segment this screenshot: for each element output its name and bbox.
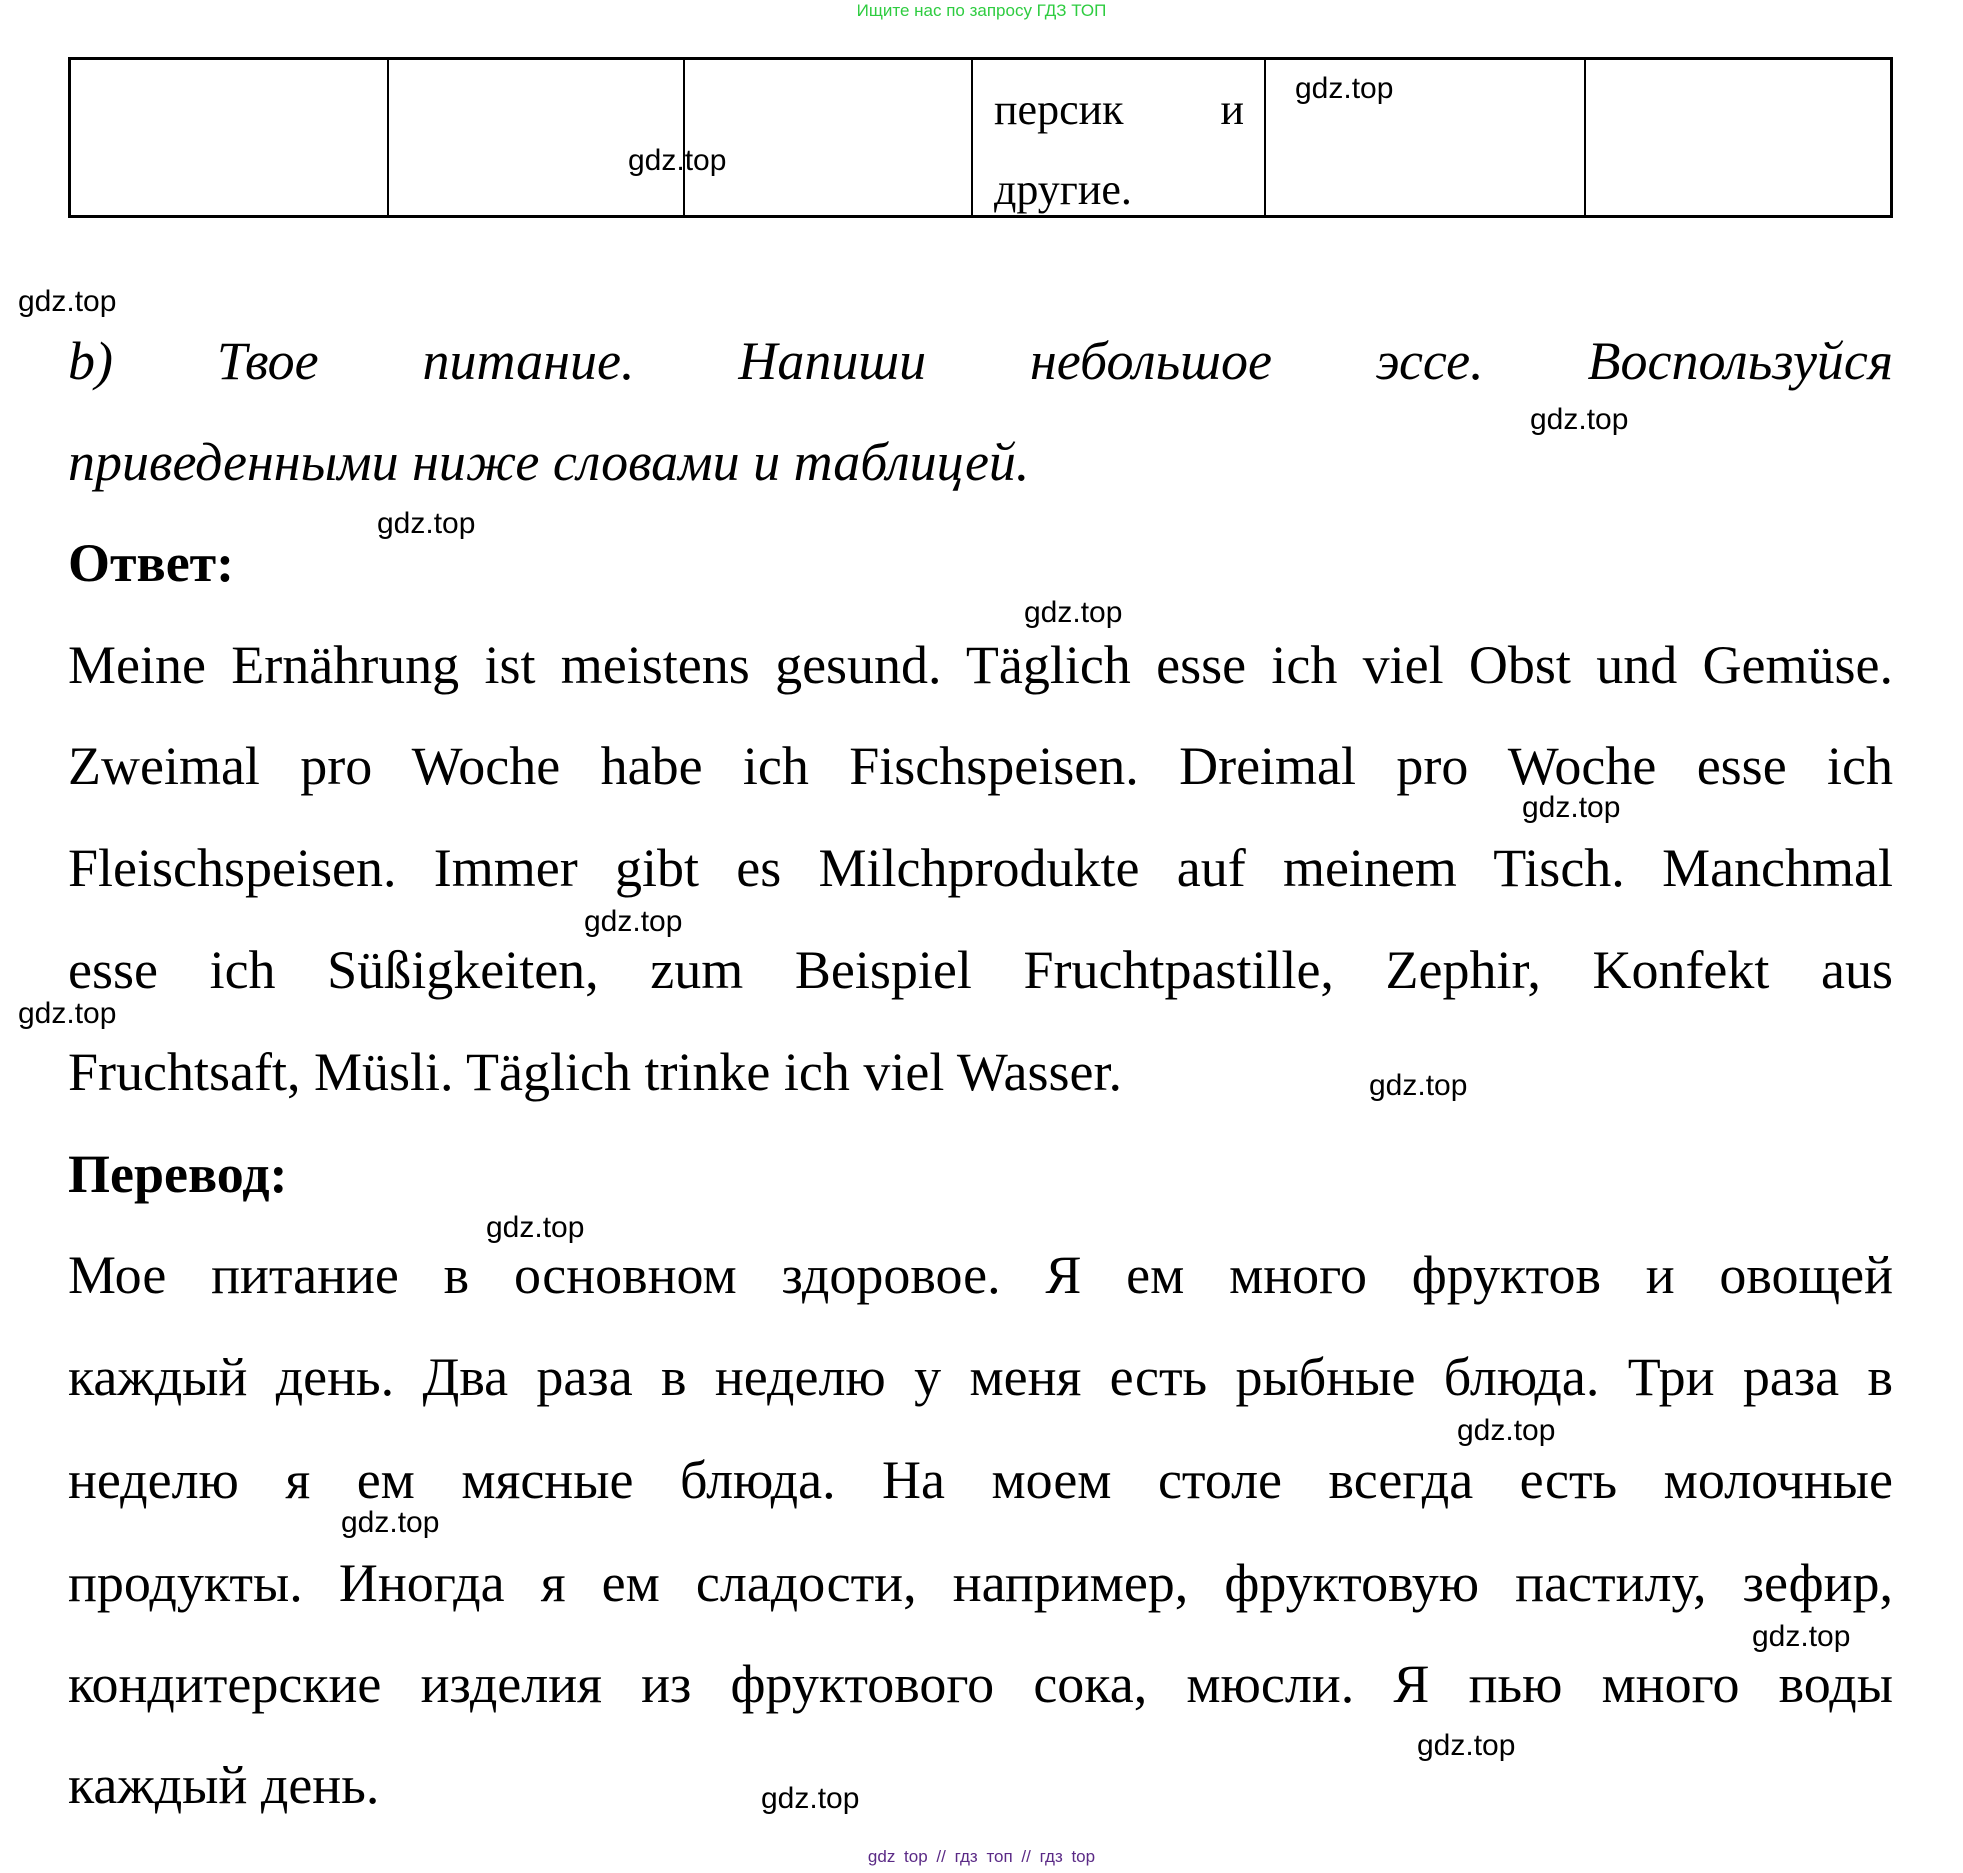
answer-line: Fleischspeisen. Immer gibt es Milchprodukte auf meinem Tisch. Manchmal — [68, 838, 1893, 898]
answer-line: Zweimal pro Woche habe ich Fischspeisen. Dreimal pro Woche esse ich — [68, 736, 1893, 796]
table-divider — [1584, 60, 1586, 215]
answer-heading: Ответ: — [68, 533, 235, 593]
watermark: gdz.top — [1522, 791, 1621, 824]
translation-line: неделю я ем мясные блюда. На моем столе всегда есть молочные — [68, 1450, 1893, 1510]
cell-line: и — [1220, 85, 1244, 134]
table-divider — [683, 60, 685, 215]
table-divider — [971, 60, 973, 215]
header-banner[interactable]: Ищите нас по запросу ГДЗ ТОП — [856, 1, 1107, 20]
watermark: gdz.top — [584, 905, 683, 938]
table-cell-text — [994, 70, 1244, 230]
answer-line: Meine Ernährung ist meistens gesund. Täglich esse ich viel Obst und Gemüse. — [68, 635, 1893, 695]
table-divider — [1264, 60, 1266, 215]
footer-banner[interactable]: gdz top // гдз топ // гдз top — [867, 1847, 1096, 1866]
translation-line: каждый день. — [68, 1755, 380, 1815]
answer-line: Fruchtsaft, Müsli. Täglich trinke ich viel Wasser. — [68, 1042, 1122, 1102]
cell-line: другие. — [994, 165, 1132, 214]
watermark: gdz.top — [1024, 596, 1123, 629]
answer-line: esse ich Süßigkeiten, zum Beispiel Fruchtpastille, Zephir, Konfekt aus — [68, 940, 1893, 1000]
translation-line: кондитерские изделия из фруктового сока, мюсли. Я пью много воды — [68, 1654, 1893, 1714]
watermark: gdz.top — [1369, 1069, 1468, 1102]
translation-line: Мое питание в основном здоровое. Я ем много фруктов и овощей — [68, 1245, 1893, 1305]
watermark: gdz.top — [761, 1782, 860, 1815]
watermark: gdz.top — [486, 1211, 585, 1244]
watermark: gdz.top — [1530, 403, 1629, 436]
translation-line: продукты. Иногда я ем сладости, например, фруктовую пастилу, зефир, — [68, 1553, 1893, 1613]
watermark: gdz.top — [1295, 72, 1394, 105]
watermark: gdz.top — [18, 285, 117, 318]
watermark: gdz.top — [1752, 1620, 1851, 1653]
watermark: gdz.top — [18, 997, 117, 1030]
translation-line: каждый день. Два раза в неделю у меня есть рыбные блюда. Три раза в — [68, 1347, 1893, 1407]
table-divider — [387, 60, 389, 215]
translation-heading: Перевод: — [68, 1144, 288, 1204]
task-line: приведенными ниже словами и таблицей. — [68, 432, 1030, 492]
watermark: gdz.top — [377, 507, 476, 540]
table-fragment — [68, 57, 1893, 218]
task-line: b) Твое питание. Напиши небольшое эссе. Воспользуйся — [68, 331, 1893, 391]
watermark: gdz.top — [628, 144, 727, 177]
watermark: gdz.top — [1457, 1414, 1556, 1447]
watermark: gdz.top — [1417, 1729, 1516, 1762]
watermark: gdz.top — [341, 1506, 440, 1539]
cell-line: персик — [994, 85, 1124, 134]
